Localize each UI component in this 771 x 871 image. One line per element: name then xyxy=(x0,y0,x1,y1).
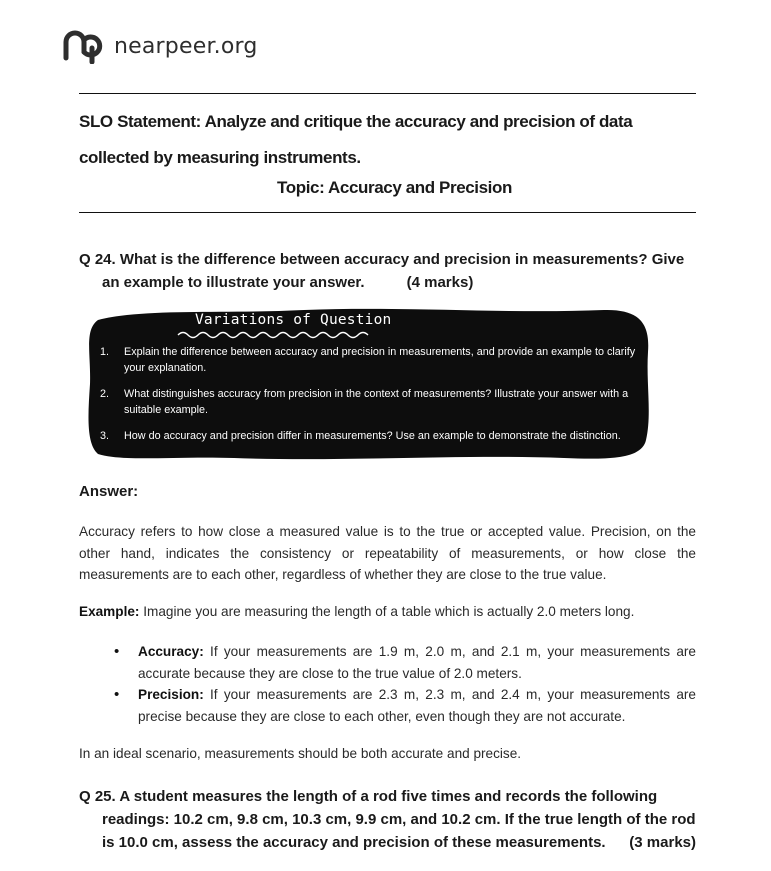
answer-bullets xyxy=(114,641,696,727)
example-text: Imagine you are measuring the length of a table which is actually 2.0 meters long. xyxy=(139,604,635,619)
question-24 xyxy=(79,248,696,294)
question-line-3: is 10.0 cm, assess the accuracy and precision of these measurements. xyxy=(102,834,606,851)
bullet-accuracy xyxy=(114,641,696,684)
question-25 xyxy=(79,785,696,854)
answer-intro: Accuracy refers to how close a measured value is to the true or accepted value. Precision, on the other hand, indicates the consistency or repeatability of measurements, or how close the measurements are to each other, regardless of whether they are close to the true value. xyxy=(79,524,696,582)
variation-number: 3. xyxy=(100,430,110,442)
variation-text: How do accuracy and precision differ in measurements? Use an example to demonstrate the distinction. xyxy=(124,430,621,442)
divider-bottom xyxy=(79,212,696,213)
slo-statement xyxy=(79,104,699,176)
variations-title: Variations of Question xyxy=(195,312,392,328)
question-line-2: an example to illustrate your answer. xyxy=(102,274,365,291)
variation-item xyxy=(96,386,644,418)
topic-text: Topic: Accuracy and Precision xyxy=(277,178,512,197)
variation-number: 1. xyxy=(100,346,110,358)
brand-name: nearpeer.org xyxy=(114,33,258,59)
question-marks: (3 marks) xyxy=(629,834,696,851)
question-number: Q 25. xyxy=(79,788,116,805)
question-line-2: readings: 10.2 cm, 9.8 cm, 10.3 cm, 9.9 cm, and 10.2 cm. If the true length of the rod xyxy=(102,811,696,828)
variations-list xyxy=(96,344,644,454)
topic-heading xyxy=(79,174,696,202)
slo-line-2: collected by measuring instruments. xyxy=(79,148,361,167)
variation-text: What distinguishes accuracy from precision in the context of measurements? Illustrate your answer with a suitable example. xyxy=(124,388,629,416)
answer-heading: Answer: xyxy=(79,483,139,500)
bullet-text: If your measurements are 1.9 m, 2.0 m, and 2.1 m, your measurements are accurate because they are close to the true value of 2.0 meters. xyxy=(138,644,696,681)
np-logo-icon xyxy=(62,28,108,64)
question-line-2-wrap xyxy=(79,271,696,294)
variation-text: Explain the difference between accuracy and precision in measurements, and provide an example to clarify your explanation. xyxy=(124,346,636,374)
variation-item xyxy=(96,344,644,376)
question-number: Q 24. xyxy=(79,251,116,268)
answer-example xyxy=(79,601,696,623)
question-line-1: A student measures the length of a rod five times and records the following xyxy=(119,788,658,805)
site-header xyxy=(62,26,258,66)
variation-item xyxy=(96,428,644,444)
bullet-label: Accuracy: xyxy=(138,644,204,659)
variation-number: 2. xyxy=(100,388,110,400)
bullet-precision xyxy=(114,684,696,727)
example-label: Example: xyxy=(79,604,140,619)
slo-line-1: SLO Statement: Analyze and critique the accuracy and precision of data xyxy=(79,112,633,131)
question-line-3-wrap xyxy=(79,831,696,854)
variations-box xyxy=(84,304,654,464)
question-marks: (4 marks) xyxy=(406,274,474,291)
question-line-1: What is the difference between accuracy and precision in measurements? Give xyxy=(119,251,685,268)
divider-top xyxy=(79,93,696,94)
bullet-text: If your measurements are 2.3 m, 2.3 m, and 2.4 m, your measurements are precise because they are close to each other, even though they are not accurate. xyxy=(138,687,696,724)
bullet-label: Precision: xyxy=(138,687,204,702)
answer-conclusion: In an ideal scenario, measurements should be both accurate and precise. xyxy=(79,746,522,761)
